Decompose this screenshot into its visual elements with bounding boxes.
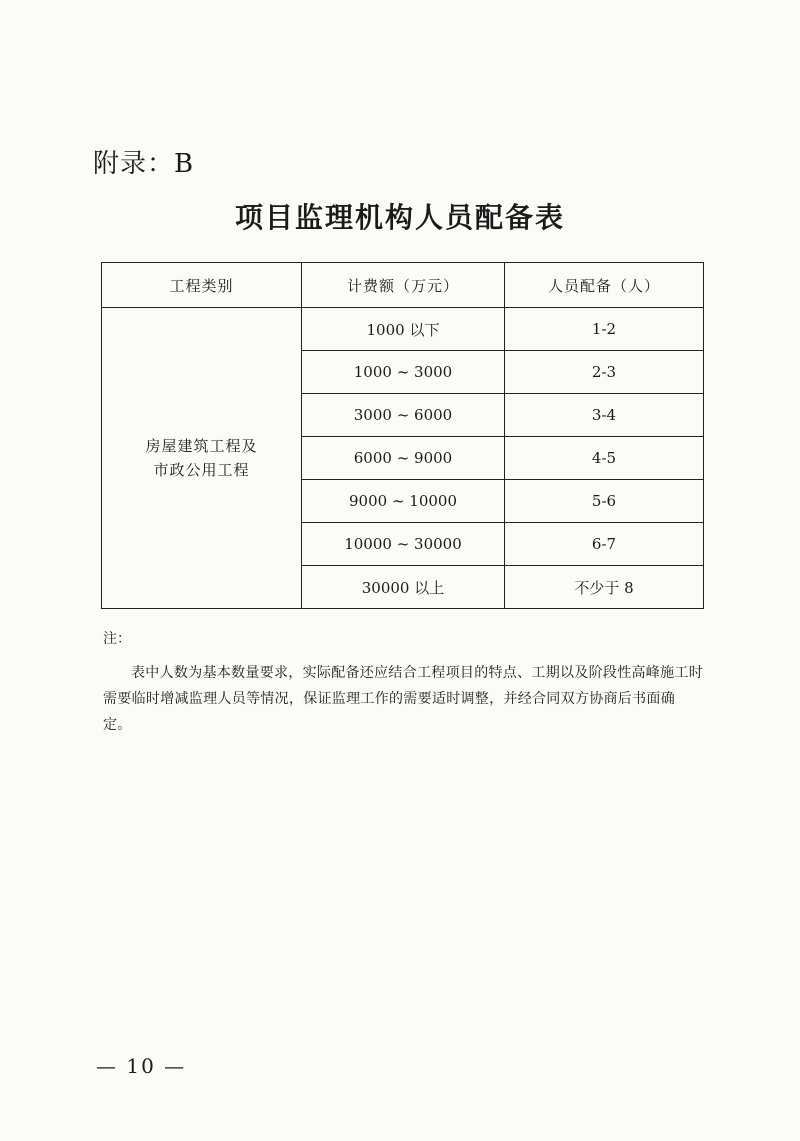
page-number: — 10 — [96,1054,187,1078]
staff-cell: 6-7 [505,523,704,566]
notes-label: 注： [103,631,131,647]
fee-cell: 1000 ~ 3000 [302,351,505,394]
fee-cell: 9000 ~ 10000 [302,480,505,523]
fee-cell: 6000 ~ 9000 [302,437,505,480]
column-header-staff: 人员配备（人） [505,263,704,308]
staff-cell: 3-4 [505,394,704,437]
category-cell [102,308,302,609]
notes-section [103,626,703,738]
staffing-table [101,262,704,609]
staff-cell: 1-2 [505,308,704,351]
fee-cell: 3000 ~ 6000 [302,394,505,437]
fee-cell: 1000 以下 [302,308,505,351]
fee-cell: 10000 ~ 30000 [302,523,505,566]
page-title: 项目监理机构人员配备表 [234,201,565,234]
appendix-label: 附录：B [93,149,195,179]
notes-body: 表中人数为基本数量要求，实际配备还应结合工程项目的特点、工期以及阶段性高峰施工时需要临时增减监理人员等情况，保证监理工作的需要适时调整，并经合同双方协商后书面确定。 [103,665,703,733]
category-line: 房屋建筑工程及 [145,437,258,455]
staff-cell: 2-3 [505,351,704,394]
column-header-fee: 计费额（万元） [302,263,505,308]
staff-cell: 不少于 8 [505,566,704,609]
staff-cell: 4-5 [505,437,704,480]
column-header-category: 工程类别 [102,263,302,308]
staff-cell: 5-6 [505,480,704,523]
fee-cell: 30000 以上 [302,566,505,609]
table-header-row [102,263,704,308]
category-line: 市政公用工程 [153,461,250,479]
table-row [102,308,704,351]
